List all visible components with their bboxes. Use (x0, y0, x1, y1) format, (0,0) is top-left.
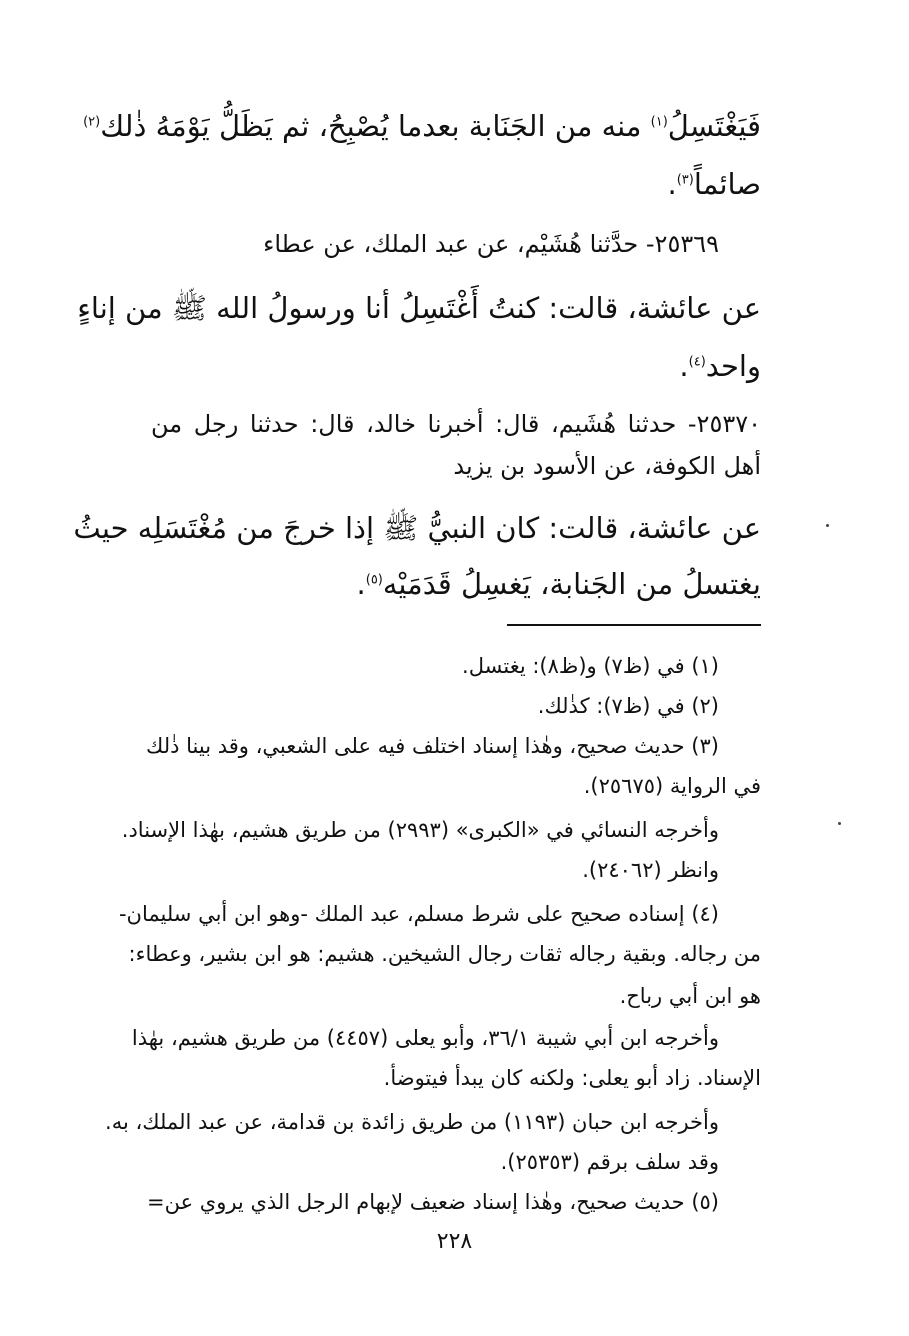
hadith-word: فَيَغْتَسِلُ (667, 109, 761, 143)
period-mark: . (679, 349, 689, 383)
hadith-line (151, 160, 761, 208)
footnote-line: الإسناد. زاد أبو يعلى: ولكنه كان يبدأ فيتوضأ. (383, 1066, 761, 1090)
hadith-number-line (151, 224, 761, 264)
footnote-marker[interactable]: (٣) (676, 172, 694, 188)
hadith-chain-line (151, 446, 761, 486)
hadith-text: منه من الجَنَابة بعدما يُصْبِحُ، ثم يَظَلُّ يَوْمَهُ ذٰلك (100, 109, 642, 143)
hadith-text: عن عائشة، قالت: كنتُ أَغْتَسِلُ أنا ورسولُ الله ﷺ من إناءٍ (77, 291, 761, 325)
footnote-line: من رجاله. وبقية رجاله ثقات رجال الشيخين. هشيم: هو ابن بشير، وعطاء: (128, 942, 761, 966)
hadith-text: واحد (705, 349, 761, 383)
hadith-line (83, 102, 761, 150)
hadith-chain: أهل الكوفة، عن الأسود بن يزيد (453, 452, 761, 480)
hadith-line (151, 560, 761, 608)
hadith-text: صائماً (693, 167, 761, 201)
footnote-line: (٣) حديث صحيح، وهٰذا إسناد اختلف فيه على الشعبي، وقد بينا ذٰلك (146, 734, 719, 758)
scan-speck (838, 822, 841, 825)
footnote-line: (٤) إسناده صحيح على شرط مسلم، عبد الملك -وهو ابن أبي سليمان- (118, 902, 719, 926)
hadith-text: عن عائشة، قالت: كان النبيُّ ﷺ إذا خرجَ من مُغْتَسَلِه حيثُ (73, 511, 761, 545)
footnote-line: وأخرجه النسائي في «الكبرى» (٢٩٩٣) من طريق هشيم، بهٰذا الإسناد. (121, 818, 719, 842)
footnote-line: وأخرجه ابن أبي شيبة ٣٦/١، وأبو يعلى (٤٤٥٧) من طريق هشيم، بهٰذا (131, 1026, 719, 1050)
hadith-text: يغتسلُ من الجَنابة، يَغسِلُ قَدَمَيْه (382, 567, 761, 601)
footnote-line: وأخرجه ابن حبان (١١٩٣) من طريق زائدة بن قدامة، عن عبد الملك، به. (105, 1110, 719, 1134)
hadith-number-line (151, 404, 761, 444)
period-mark: . (356, 567, 366, 601)
hadith-chain: ٢٥٣٦٩- حدَّثنا هُشَيْم، عن عبد الملك، عن عطاء (263, 230, 719, 258)
footnote-line: (١) في (ظ٧) و(ظ٨): يغتسل. (462, 654, 719, 678)
hadith-chain: ٢٥٣٧٠- حدثنا هُشَيم، قال: أخبرنا خالد، قال: حدثنا رجل من (151, 410, 761, 438)
hadith-line (77, 284, 761, 332)
footnote-marker[interactable]: (٤) (688, 354, 706, 370)
hadith-line (73, 504, 761, 552)
footnote-line: هو ابن أبي رباح. (619, 984, 761, 1008)
hadith-line (151, 342, 761, 390)
footnote-marker[interactable]: (٥) (365, 572, 383, 588)
footnote-line: (٢) في (ظ٧): كذٰلك. (537, 694, 719, 718)
footnote-marker[interactable]: (٢) (83, 114, 101, 130)
footnote-separator (507, 624, 761, 626)
page-number: ٢٢٨ (436, 1229, 473, 1254)
footnote-marker[interactable]: (١) (650, 114, 668, 130)
footnote-line: في الرواية (٢٥٦٧٥). (583, 774, 761, 798)
period-mark: . (667, 167, 677, 201)
scan-speck (826, 524, 829, 527)
footnote-line: وانظر (٢٤٠٦٢). (582, 858, 719, 882)
footnote-line: وقد سلف برقم (٢٥٣٥٣). (500, 1150, 719, 1174)
footnote-line: (٥) حديث صحيح، وهٰذا إسناد ضعيف لإبهام الرجل الذي يروي عن= (146, 1190, 719, 1214)
